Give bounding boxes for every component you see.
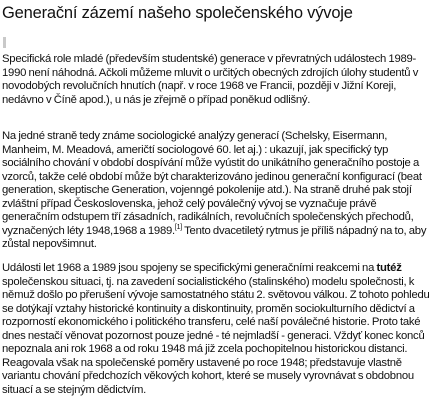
footnote-link[interactable]: [1]	[174, 223, 182, 231]
text-cursor-marker	[3, 37, 6, 48]
paragraph-generations-text: Na jedné straně tedy známe sociologické analýzy generací (Schelsky, Eisermann, Manheim, M. Meadová, američtí sociologové 60. let aj.) : ukazují, jak specifický typ sociálního chování v období dospívání může vyústit do unikátního generačního postoje a vzorců, takže celé období může být charakterizováno jedinou generační konfigurací (beat generation, skeptische Generation, vojenngé pokolenije atd.). Na straně druhé pak stojí zvláštní případ Československa, jehož celý poválečný vývoj se vyznačuje právě generačním odstupem tří zásadních, radikálních, revolučních společenských přechodů, vyznačených léty 1948,1968 a 1989.	[2, 130, 422, 237]
paragraph-events-text-after: společenskou situaci, tj. na zavedení socialistického (stalinského) modelu společnosti, k němuž došlo po přerušení vývoje samostatného státu 2. světovou válkou. Z tohoto pohledu se dotýkají vztahy historické kontinuity a diskontinuity, proměn sociokulturního dědictví a rozporností ekonomického i politického transferu, celé naší poválečné historie. Proto také dnes nestačí věnovat pozornost pouze jedné - té nejmladší - generaci. Vždyť konec konců nepoznala ani rok 1968 a od roku 1948 má již zcela pochopitelnou historickou distanci. Reagovala však na společenské poměry ustavené po roce 1948; představuje vlastně variantu chování předchozích věkových kohort, které se musely vyrovnávat s obdobnou situací a se stejným dědictvím.	[2, 275, 430, 396]
paragraph-events	[2, 262, 432, 397]
paragraph-generations	[2, 130, 432, 252]
paragraph-intro: Specifická role mladé (především studentské) generace v převratných událostech 1989-1990 není náhodná. Ačkoli můžeme mluvit o určitých obecných zdrojích úlohy studentů v novodobých revolučních hnutích (např. v roce 1968 ve Francii, později v Jižní Koreji, nedávno v Číně apod.), u nás je zřejmě o případ poněkud odlišný.	[2, 53, 419, 106]
paragraph-events-emphasis: tutéž	[376, 262, 402, 274]
page-title: Generační zázemí našeho společenského vývoje	[2, 4, 353, 22]
paragraph-generations-tail: Tento dvacetiletý rytmus je příliš nápadný na to, aby zůstal nepovšimnut.	[2, 224, 427, 250]
paragraph-events-text-before: Události let 1968 a 1989 jsou spojeny se specifickými generačními reakcemi na	[2, 262, 377, 274]
